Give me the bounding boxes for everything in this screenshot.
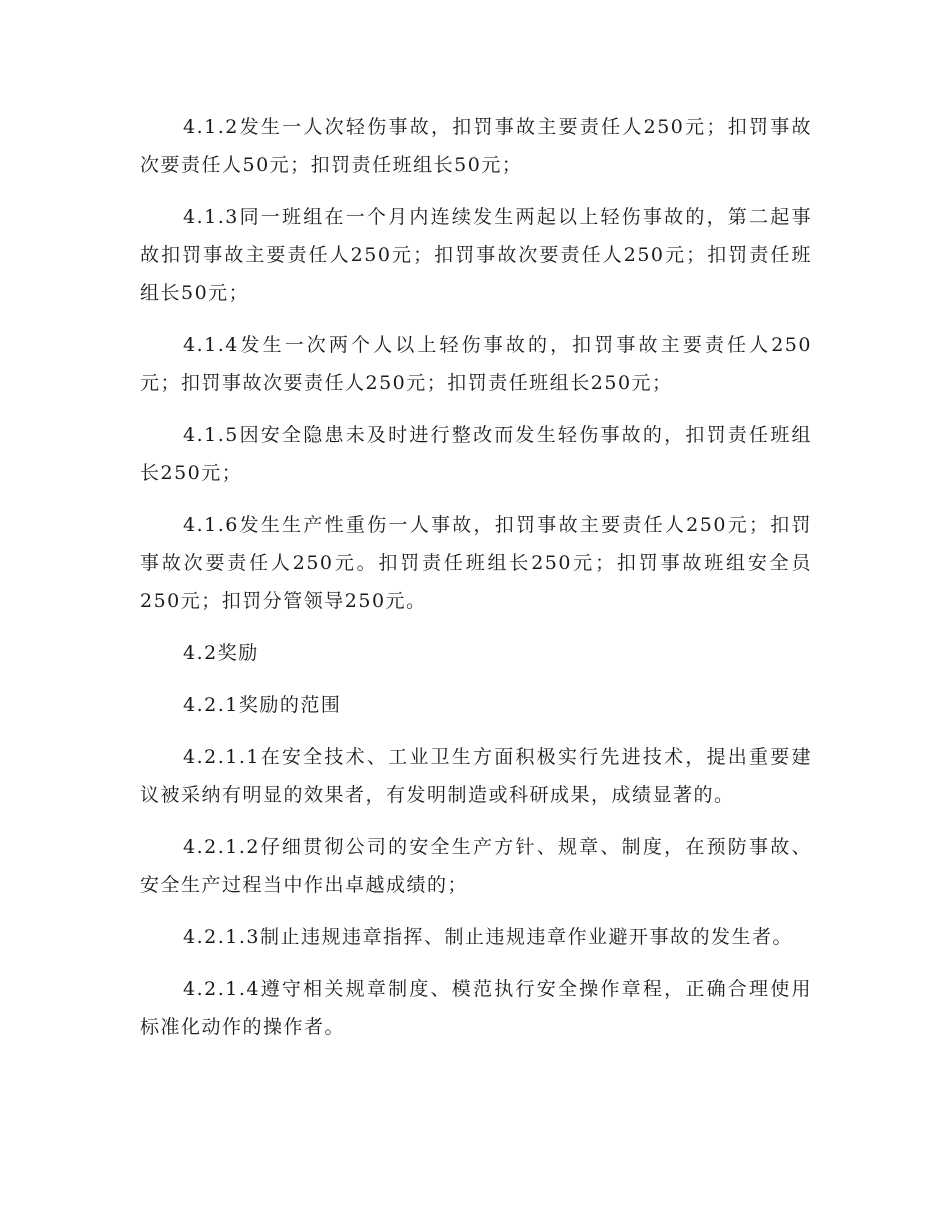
paragraph-4-2-1-1: 4.2.1.1在安全技术、工业卫生方面积极实行先进技术，提出重要建议被采纳有明显的效果者，有发明制造或科研成果，成绩显著的。 xyxy=(140,746,812,806)
paragraph-4-1-5: 4.1.5因安全隐患未及时进行整改而发生轻伤事故的，扣罚责任班组长250元； xyxy=(140,424,812,484)
paragraph-4-2-1-2: 4.2.1.2仔细贯彻公司的安全生产方针、规章、制度，在预防事故、安全生产过程当中作出卓越成绩的； xyxy=(140,836,812,896)
document-body xyxy=(140,108,812,1060)
paragraph-4-1-2: 4.1.2发生一人次轻伤事故，扣罚事故主要责任人250元；扣罚事故次要责任人50元；扣罚责任班组长50元； xyxy=(140,116,812,176)
section-heading-4-2-1: 4.2.1奖励的范围 xyxy=(183,694,342,716)
paragraph-4-2-1-4: 4.2.1.4遵守相关规章制度、模范执行安全操作章程，正确合理使用标准化动作的操作者。 xyxy=(140,978,812,1038)
paragraph-4-2-1-3: 4.2.1.3制止违规违章指挥、制止违规违章作业避开事故的发生者。 xyxy=(183,926,793,948)
paragraph-4-1-4: 4.1.4发生一次两个人以上轻伤事故的，扣罚事故主要责任人250元；扣罚事故次要责任人250元；扣罚责任班组长250元； xyxy=(140,334,812,394)
section-heading-4-2: 4.2奖励 xyxy=(183,642,259,664)
paragraph-4-1-3: 4.1.3同一班组在一个月内连续发生两起以上轻伤事故的，第二起事故扣罚事故主要责任人250元；扣罚事故次要责任人250元；扣罚责任班组长50元； xyxy=(140,206,812,304)
paragraph-4-1-6: 4.1.6发生生产性重伤一人事故，扣罚事故主要责任人250元；扣罚事故次要责任人250元。扣罚责任班组长250元；扣罚事故班组安全员250元；扣罚分管领导250元。 xyxy=(140,514,812,612)
